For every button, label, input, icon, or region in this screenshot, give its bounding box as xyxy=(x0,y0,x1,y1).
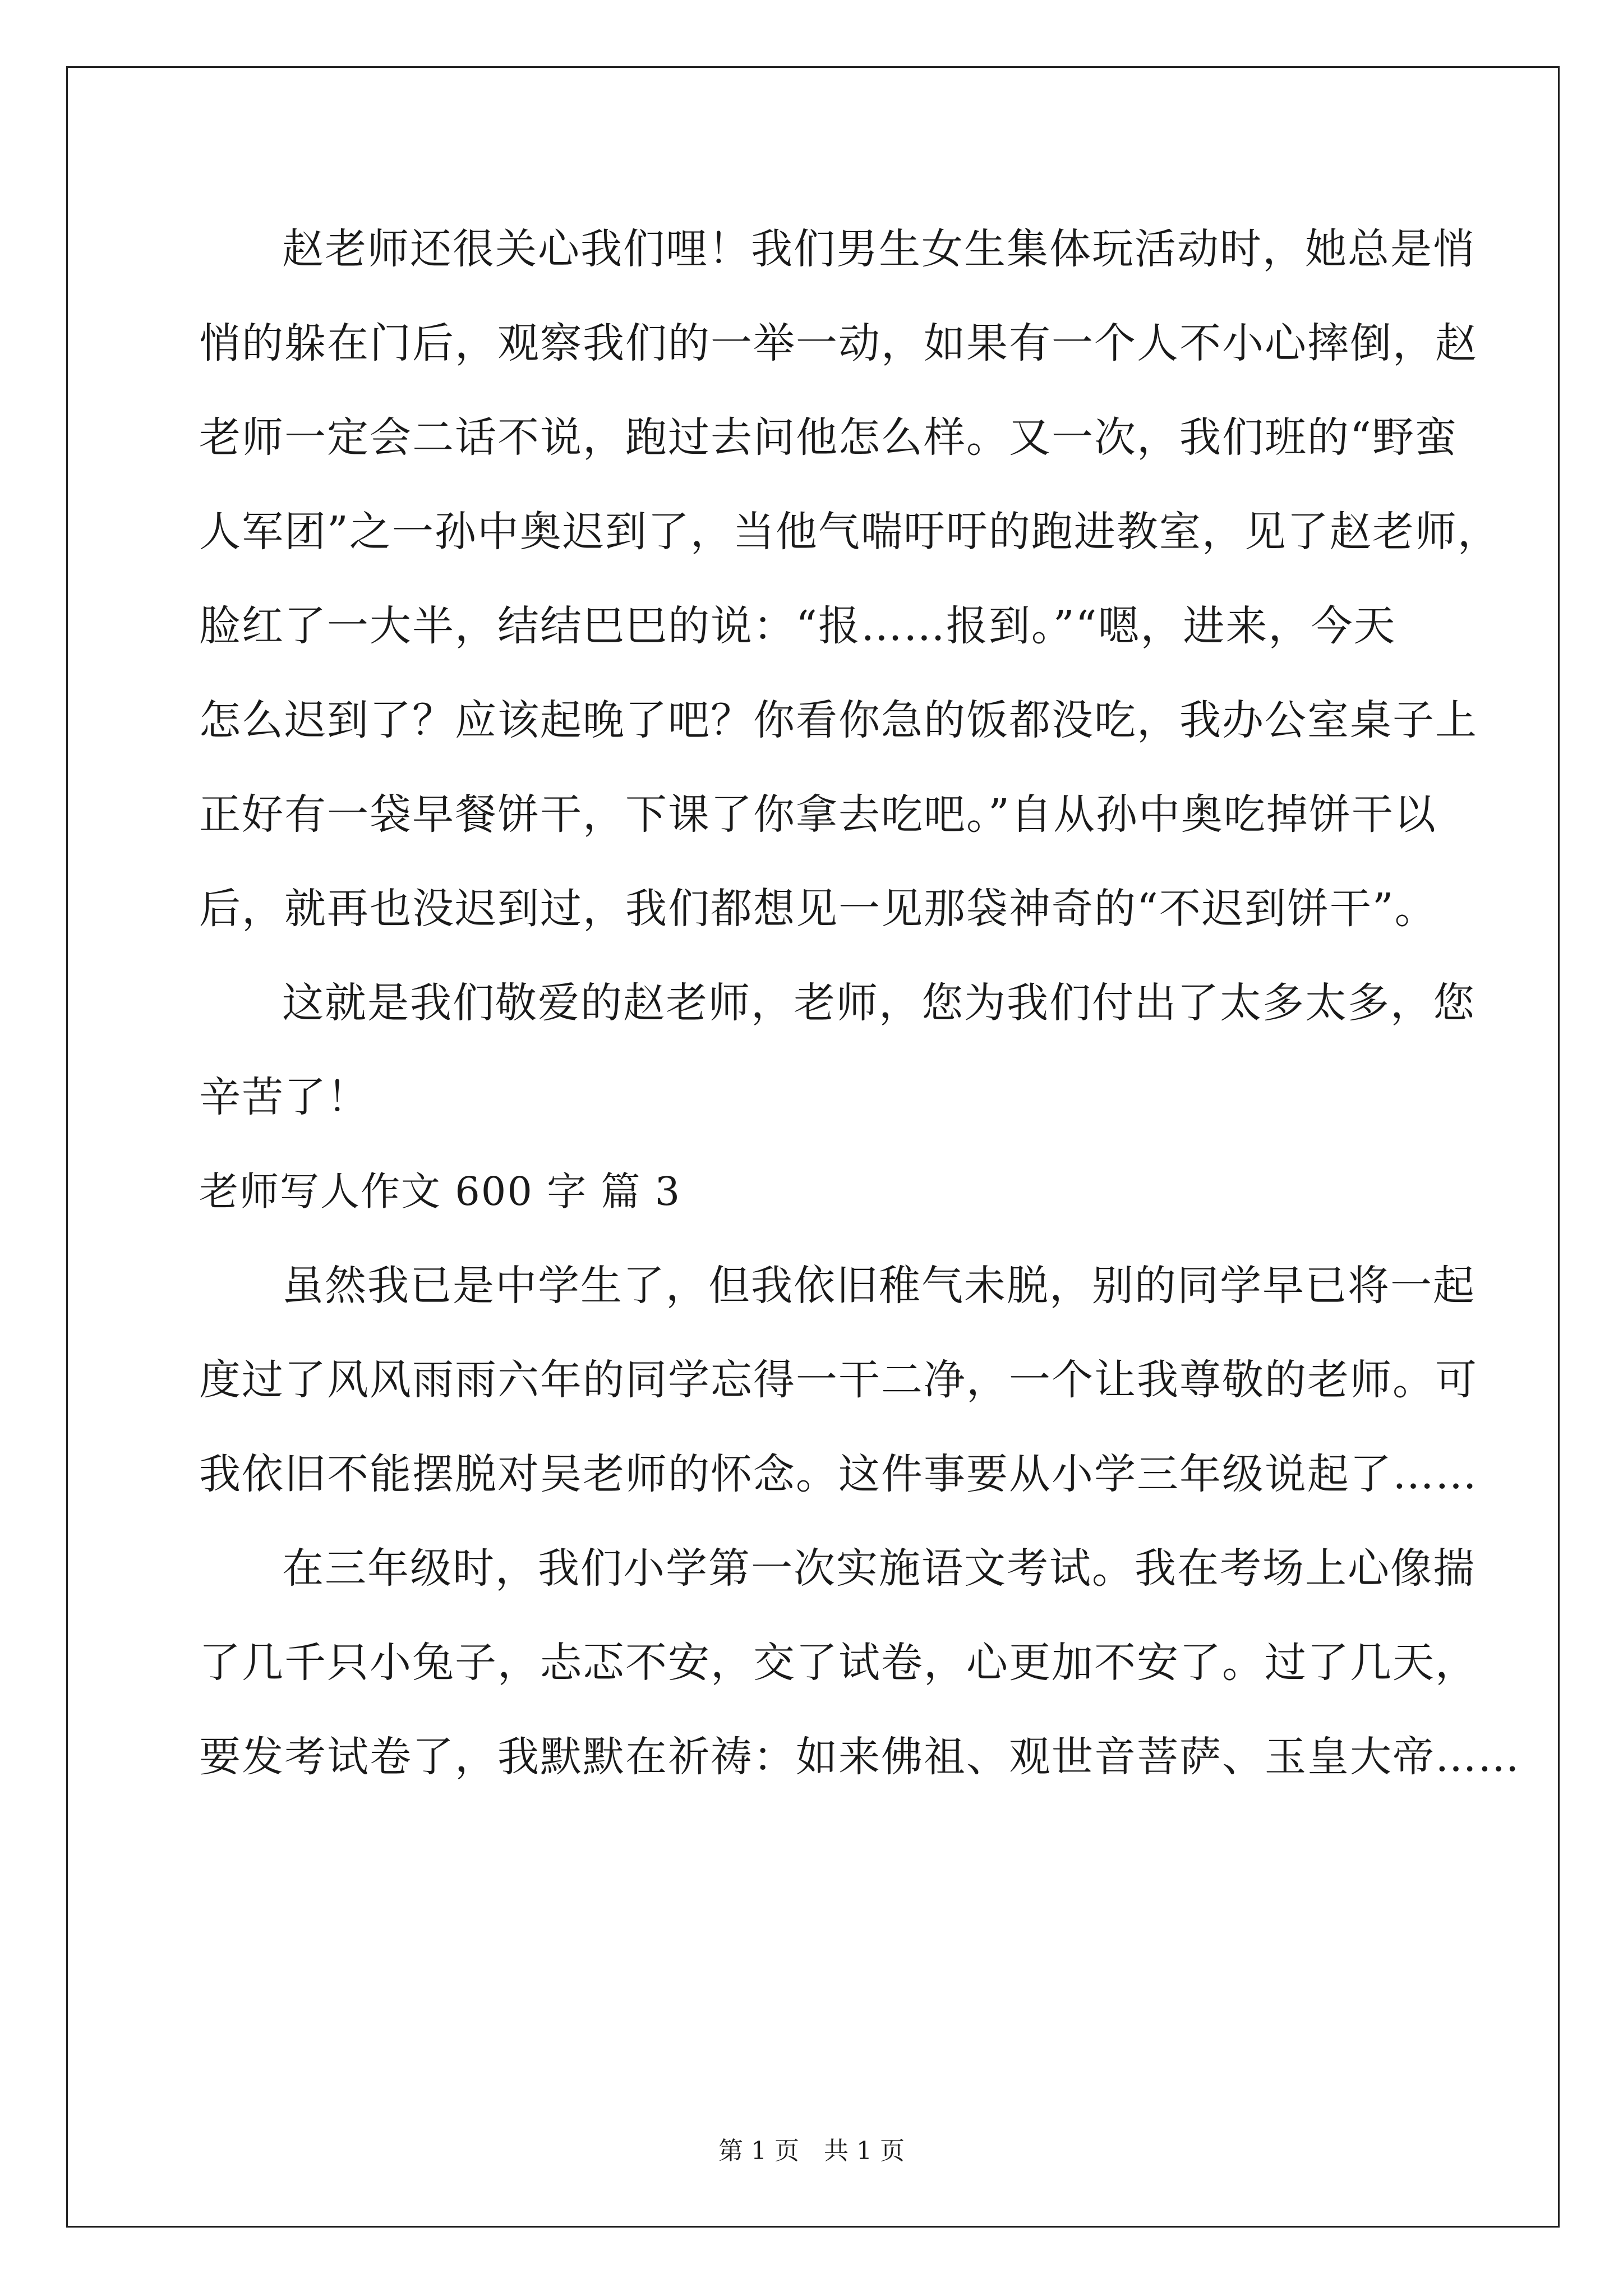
paragraph-line: 这就是我们敬爱的赵老师，老师，您为我们付出了太多太多，您 xyxy=(282,979,1476,1027)
paragraph-line: 赵老师还很关心我们哩！我们男生女生集体玩活动时，她总是悄 xyxy=(282,225,1476,273)
paragraph-line: 要发考试卷了，我默默在祈祷：如来佛祖、观世音菩萨、玉皇大帝…… xyxy=(199,1733,1520,1781)
paragraph-line: 虽然我已是中学生了，但我依旧稚气未脱，别的同学早已将一起 xyxy=(282,1262,1476,1310)
page-number: 第 1 页 xyxy=(718,2137,799,2165)
paragraph-line: 老师一定会二话不说，跑过去问他怎么样。又一次，我们班的“野蛮 xyxy=(199,413,1458,462)
paragraph-line: 正好有一袋早餐饼干，下课了你拿去吃吧。”自从孙中奥吃掉饼干以 xyxy=(199,790,1437,839)
paragraph-line: 辛苦了！ xyxy=(199,1073,370,1121)
paragraph-line: 悄的躲在门后，观察我们的一举一动，如果有一个人不小心摔倒，赵 xyxy=(199,319,1478,367)
document-body xyxy=(199,216,1520,1818)
paragraph-line: 在三年级时，我们小学第一次实施语文考试。我在考场上心像揣 xyxy=(282,1544,1476,1593)
page-count: 共 1 页 xyxy=(824,2137,905,2165)
paragraph-line: 脸红了一大半，结结巴巴的说：“报……报到。”“嗯，进来，今天 xyxy=(199,602,1396,650)
paragraph-line: 我依旧不能摆脱对吴老师的怀念。这件事要从小学三年级说起了…… xyxy=(199,1450,1478,1498)
paragraph-line: 人军团”之一孙中奥迟到了，当他气喘吁吁的跑进教室，见了赵老师， xyxy=(199,508,1500,556)
paragraph-line: 了几千只小兔子，忐忑不安，交了试卷，心更加不安了。过了几天， xyxy=(199,1639,1478,1687)
paragraph-line: 后，就再也没迟到过，我们都想见一见那袋神奇的“不迟到饼干”。 xyxy=(199,885,1437,933)
paragraph-line: 怎么迟到了？应该起晚了吧？你看你急的饭都没吃，我办公室桌子上 xyxy=(199,696,1478,744)
paragraph-line: 度过了风风雨雨六年的同学忘得一干二净，一个让我尊敬的老师。可 xyxy=(199,1356,1478,1404)
section-heading: 老师写人作文 600 字 篇 3 xyxy=(199,1168,681,1214)
page-footer xyxy=(0,2134,1623,2168)
